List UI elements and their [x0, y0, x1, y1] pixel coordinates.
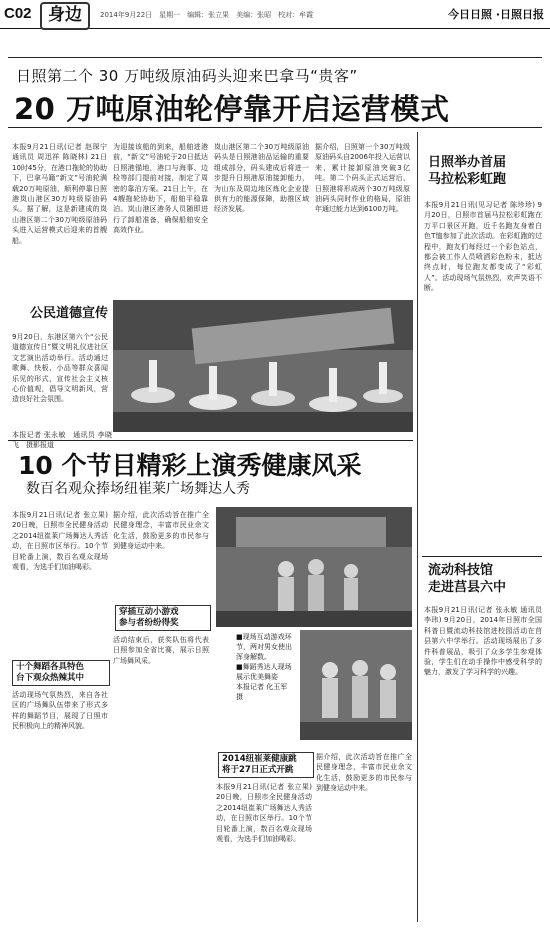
lead-column-3: 岚山港区第二个30万吨级原油码头是日照港油品运输的重要组成部分，码头建成后将进一步提升日照港原油接卸能力，为山东及周边地区炼化企业提供有力的能源保障，助推区域经济发展。 — [214, 143, 309, 214]
festival-caption-1: 十个舞蹈各具特色 台下观众热辣其中 — [12, 660, 110, 686]
divider — [8, 440, 413, 441]
science-title: 流动科技馆 走进莒县六中 — [428, 563, 507, 595]
festival-photo-2 — [300, 630, 412, 740]
civic-title: 公民道德宣传 — [30, 306, 109, 321]
issue-meta: 2014年9月22日 星期一 编辑：张立果 美编：张昭 校对：牟霞 — [100, 11, 314, 19]
festival-column-3: 据介绍，此次活动旨在推广全民健身理念，丰富市民业余文化生活，鼓励更多的市民参与到健身运动中来。 — [113, 511, 209, 551]
festival-headline: 10 个节目精彩上演秀健康风采 — [18, 451, 362, 480]
section-label: 身边 — [40, 2, 90, 30]
lead-column-4: 据介绍，日照第一个30万吨级原油码头自2006年投入运营以来，累计接卸原油突破3亿吨。第二个码头正式运营后，日照港将形成两个30万吨级原油码头同时作业的格局，原油年通过能力达到6100万吨。 — [315, 143, 410, 214]
lead-headline: 20 万吨原油轮停靠开启运营模式 — [14, 92, 450, 126]
festival-column-6: 据介绍，此次活动旨在推广全民健身理念，丰富市民业余文化生活，鼓励更多的市民参与到健身运动中来。 — [316, 753, 412, 793]
festival-subheadline: 数百名观众捧场纽崔莱广场舞达人秀 — [26, 481, 250, 497]
festival-column-2: 活动现场气氛热烈，来自各社区的广场舞队伍带来了形式多样的舞蹈节目，展现了日照市民积极向上的精神风貌。 — [12, 691, 108, 731]
sidebar-divider — [417, 132, 418, 922]
festival-caption-3: 2014纽崔莱健康跳 将于27日正式开跳 — [218, 752, 314, 778]
page-number: C02 — [4, 5, 32, 22]
marathon-body: 本报9月21日讯(见习记者 陈珍珍) 9月20日，日照市首届马拉松彩虹跑在万平口景区开跑，近千名跑友身着白色T恤参加了此次活动。在彩虹跑的过程中，跑友们每经过一个彩色站点，都会被工作人员喷洒彩色粉末，抵达终点时，每位跑友都变成了“彩虹人”。活动现场气氛热烈，欢声笑语不断。 — [424, 201, 542, 293]
marathon-title: 日照举办首届 马拉松彩虹跑 — [428, 155, 507, 187]
festival-photo — [216, 507, 412, 627]
civic-credit: 本报记者 张永敏 通讯员 李晓飞 摄影报道 — [12, 431, 112, 450]
lead-kicker: 日照第二个 30 万吨级原油码头迎来巴拿马“贵客” — [16, 67, 358, 85]
dance-photo — [113, 300, 413, 432]
science-body: 本报9月21日讯(记者 张永敏 通讯员 李玮) 9月20日，2014年日照市全国科普日暨流动科技馆进校园活动在莒县第六中学举行。活动现场展出了多件科普展品，吸引了众多学生参观体验，学生们在动手操作中感受科学的魅力，激发了学习科学的兴趣。 — [424, 606, 542, 677]
festival-caption-2: 穿插互动小游戏 参与者纷纷得奖 — [115, 605, 211, 631]
festival-column-5: 本报9月21日讯(记者 张立果) 20日晚，日照市全民健身活动之2014纽崔莱广场舞达人秀活动，在日照市区举行。10个节目轮番上演，数百名观众现场观看，为选手们加油喝彩。 — [216, 783, 312, 844]
newspaper-brand: 今日日照 ·日照日报 — [447, 8, 544, 21]
civic-body: 9月20日，东港区第六个“公民道德宣传日”暨文明礼仪进社区文艺演出活动举行。活动通过歌舞、快板、小品等群众喜闻乐见的形式，宣传社会主义核心价值观，倡导文明新风，营造良好社会氛围。 — [12, 333, 108, 404]
festival-photo-caption: ■现场互动游戏环节，两对男女使出浑身解数。 ■舞蹈秀达人现场展示优美舞姿 本报记者 化玉军 摄 — [236, 633, 292, 701]
divider — [8, 57, 542, 58]
lead-column-2: 为迎接该船的到来，船舶进港前，“新文”号油轮于20日抵达日照港锚地，港口与海事、边检等部门提前对接，制定了周密的靠泊方案。21日上午，在4艘拖轮协助下，船舶平稳靠泊。岚山港区港务人员随即进行了卸船准备，确保船舶安全高效作业。 — [113, 143, 208, 235]
divider — [8, 127, 542, 128]
divider — [422, 556, 542, 557]
festival-column-4: 活动结束后，获奖队伍将代表日照参加全省比赛，展示日照广场舞风采。 — [113, 636, 209, 665]
festival-column-1: 本报9月21日讯(记者 张立果) 20日晚，日照市全民健身活动之2014纽崔莱广场舞达人秀活动，在日照市区举行。10个节目轮番上演，数百名观众现场观看，为选手们加油喝彩。 — [12, 511, 108, 572]
lead-column-1: 本报9月21日讯(记者 赵琛宁 通讯员 周迅祥 陈晓林) 21日10时45分，在港口拖轮的协助下，巴拿马籍“新文”号油轮满载20万吨原油，顺利停靠日照港岚山港区30万吨级原油码头。据了解，这是新建成的岚山港区第二个30万吨级原油码头进入运营模式后迎来的首艘船。 — [12, 143, 107, 245]
